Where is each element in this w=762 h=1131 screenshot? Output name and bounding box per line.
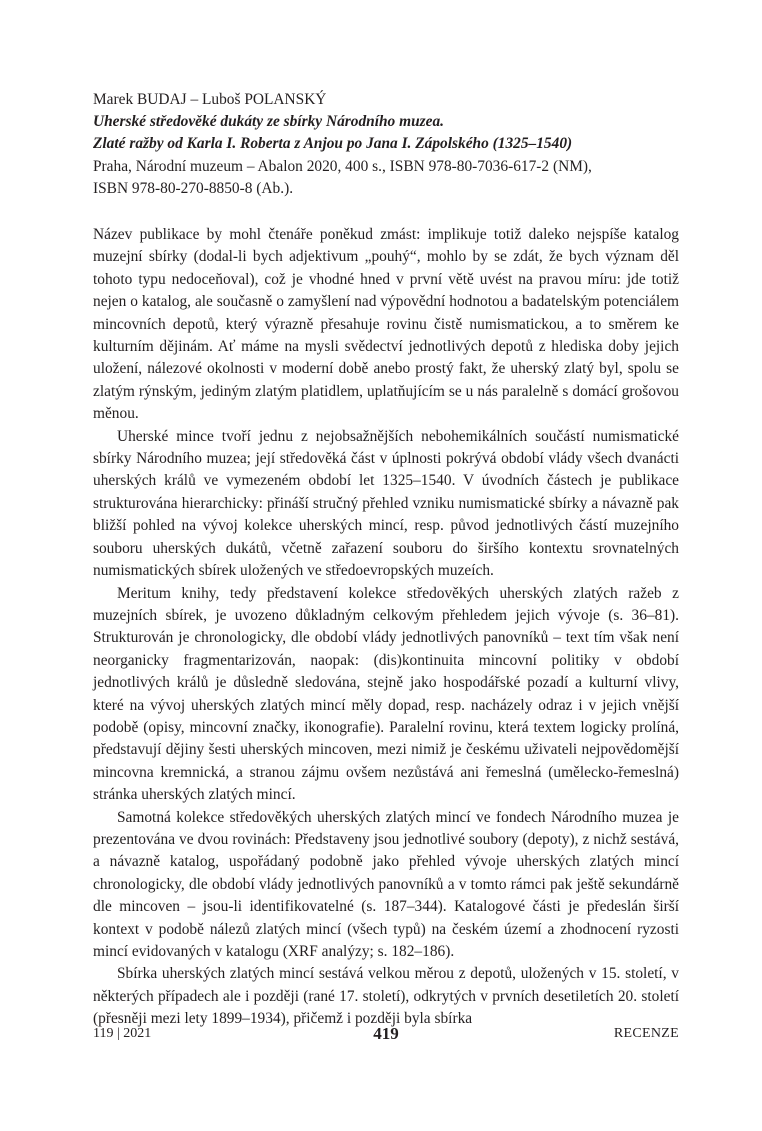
book-title-line-2: Zlaté ražby od Karla I. Roberta z Anjou po Jana I. Zápolského (1325–1540) [93,135,573,153]
paragraph-1: Název publikace by mohl čtenáře poněkud zmást: implikuje totiž daleko nejspíše katalog muzejní sbírky (dodal-li bych adjektivum „pouhý“, mohlo by se zdát, že bych význam děl tohoto typu nedoceňoval), což je vhodné hned v první větě uvést na pravou míru: jde totiž nejen o katalog, ale současně o zamyšlení nad výpovědní hodnotou a badatelským potenciálem mincovních depotů, který výrazně přesahuje rovinu čistě numismatickou, a to směrem ke kulturním dějinám. Ať máme na mysli svědectví jednotlivých depotů z hlediska doby jejich uložení, nálezové okolnosti v moderní době anebo prostý fakt, že uherský zlatý byl, spolu se zlatým rýnským, jediným zlatým platidlem, uplatňujícím se u nás paralelně s domácí grošovou měnou. [93,226,679,423]
page-footer [93,1024,679,1048]
article-page [93,89,679,1031]
review-header [93,89,679,200]
paragraph-4: Samotná kolekce středověkých uherských zlatých mincí ve fondech Národního muzea je prezentována ve dvou rovinách: Představeny jsou jednotlivé soubory (depoty), z nichž sestává, a návazně katalog, uspořádaný podobně jako přehled vývoje uherských zlatých mincí chronologicky, dle období vlády jednotlivých panovníků a v tomto rámci pak ještě sekundárně dle mincoven – jsou-li identifikovatelné (s. 187–344). Katalogové části je předeslán širší kontext v podobě nálezů zlatých mincí (všech typů) na českém území a zhodnocení ryzosti mincí evidovaných v katalogu (XRF analýzy; s. 182–186). [93,808,679,961]
publication-info-line-1: Praha, Národní muzeum – Abalon 2020, 400 s., ISBN 978-80-7036-617-2 (NM), [93,157,592,175]
review-body [93,224,679,1031]
page-number: 419 [373,1024,399,1043]
book-title-line-1: Uherské středověké dukáty ze sbírky Národního muzea. [93,113,444,131]
paragraph-5: Sbírka uherských zlatých mincí sestává velkou měrou z depotů, uložených v 15. století, v některých případech ale i později (rané 17. století), odkrytých v prvních desetiletích 20. století (přesněji mezi lety 1899–1934), přičemž i později byla sbírka [93,965,679,1028]
paragraph-3: Meritum knihy, tedy představení kolekce středověkých uherských zlatých ražeb z muzejních sbírek, je uvozeno důkladným celkovým přehledem jejich vývoje (s. 36–81). Strukturován je chronologicky, dle období vlády jednotlivých panovníků – text tím však není neorganicky fragmentarizován, naopak: (dis)kontinuita mincovní politiky v období jednotlivých králů je důsledně sledována, stejně jako hospodářské pozadí a kulturní vlivy, které na vývoj uherských zlatých mincí měly dopad, resp. nacházely odraz i v jejich vnější podobě (opisy, mincovní značky, ikonografie). Paralelní rovinu, která textem logicky prolíná, představují dějiny šesti uherských mincoven, mezi nimiž je českému uživateli nejpovědomější mincovna kremnická, a stranou zájmu ovšem nezůstává ani řemeslná (umělecko-řemeslná) stránka uherských zlatých mincí. [93,584,679,804]
publication-info-line-2: ISBN 978-80-270-8850-8 (Ab.). [93,179,294,197]
issue-label: 119 | 2021 [93,1026,152,1041]
section-label: RECENZE [613,1026,679,1041]
paragraph-2: Uherské mince tvoří jednu z nejobsažnějších nebohemikálních součástí numismatické sbírky Národního muzea; její středověká část v úplnosti pokrývá období vlády všech dvanácti uherských králů ve vymezeném období let 1325–1540. V úvodních částech je publikace strukturována hierarchicky: přináší stručný přehled vzniku numismatické sbírky a návazně pak bližší pohled na vývoj kolekce uherských mincí, resp. původ jednotlivých částí muzejního souboru uherských dukátů, včetně zařazení souboru do širšího kontextu srovnatelných numismatických sbírek uložených ve středoevropských muzeích. [93,427,679,580]
authors: Marek BUDAJ – Luboš POLANSKÝ [93,91,327,108]
